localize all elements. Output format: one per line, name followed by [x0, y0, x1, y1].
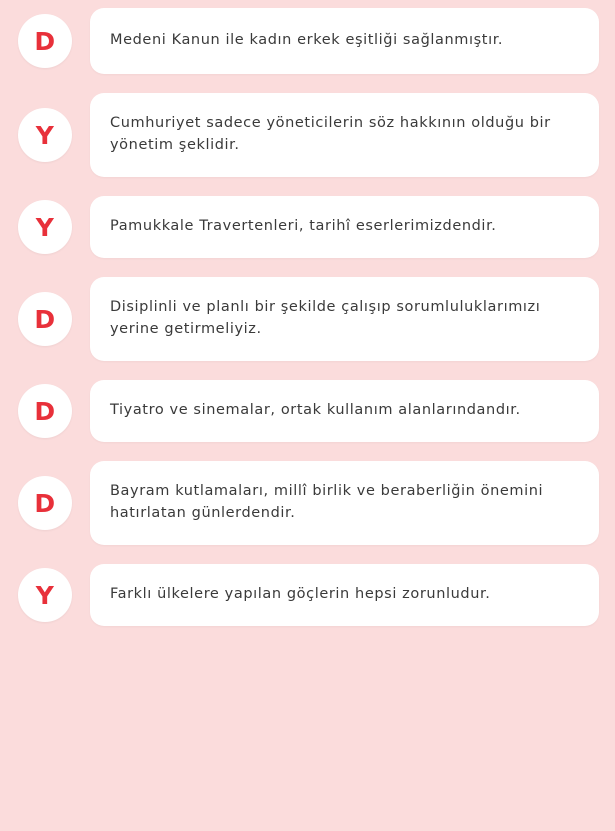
answer-marker-5[interactable]: D: [18, 384, 72, 438]
answer-marker-6[interactable]: D: [18, 476, 72, 530]
statement-text-1: Medeni Kanun ile kadın erkek eşitliği sağlanmıştır.: [90, 8, 599, 74]
answer-marker-4[interactable]: D: [18, 292, 72, 346]
statement-text-6: Bayram kutlamaları, millî birlik ve beraberliğin önemini hatırlatan günlerdendir.: [90, 461, 599, 545]
list-item: [10, 8, 599, 74]
statement-text-5: Tiyatro ve sinemalar, ortak kullanım alanlarındandır.: [90, 380, 599, 442]
statement-text-4: Disiplinli ve planlı bir şekilde çalışıp sorumluluklarımızı yerine getirmeliyiz.: [90, 277, 599, 361]
answer-marker-3[interactable]: Y: [18, 200, 72, 254]
answer-marker-2[interactable]: Y: [18, 108, 72, 162]
list-item: [10, 564, 599, 626]
answer-marker-7[interactable]: Y: [18, 568, 72, 622]
list-item: [10, 93, 599, 177]
statement-text-7: Farklı ülkelere yapılan göçlerin hepsi zorunludur.: [90, 564, 599, 626]
list-item: [10, 461, 599, 545]
list-item: [10, 277, 599, 361]
statement-text-3: Pamukkale Travertenleri, tarihî eserlerimizdendir.: [90, 196, 599, 258]
statement-text-2: Cumhuriyet sadece yöneticilerin söz hakkının olduğu bir yönetim şeklidir.: [90, 93, 599, 177]
answer-marker-1[interactable]: D: [18, 14, 72, 68]
list-item: [10, 380, 599, 442]
list-item: [10, 196, 599, 258]
